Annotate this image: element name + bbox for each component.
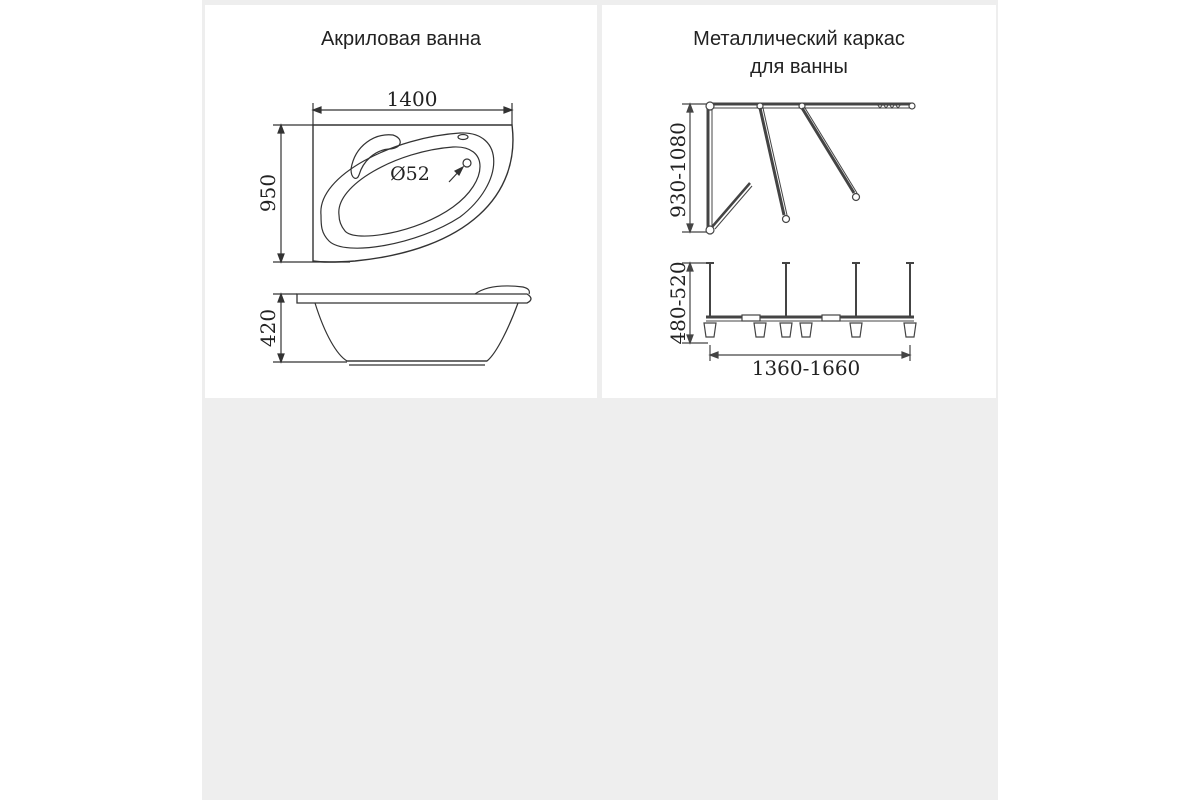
bathtub-drawing: [205, 5, 597, 397]
dim-height-label: 420: [256, 308, 280, 348]
bathtub-title: Акриловая ванна: [320, 28, 482, 50]
frame-title-line1: Металлический каркас: [693, 28, 905, 50]
dim-drain-label: Ø52: [390, 163, 430, 185]
frame-title-line2: для ванны: [750, 56, 848, 78]
frame-panel: [602, 5, 996, 397]
frame-drawing: [602, 5, 996, 397]
bathtub-panel: [205, 5, 597, 397]
dim-leg-height-label: 480-520: [666, 261, 690, 345]
dim-width-label: 1400: [386, 87, 438, 111]
dim-frame-length-label: 1360-1660: [751, 356, 861, 380]
dim-depth-label: 950: [256, 173, 280, 213]
dim-frame-height-label: 930-1080: [666, 122, 690, 218]
empty-gray-area: [202, 398, 998, 800]
divider-right: [996, 0, 998, 398]
